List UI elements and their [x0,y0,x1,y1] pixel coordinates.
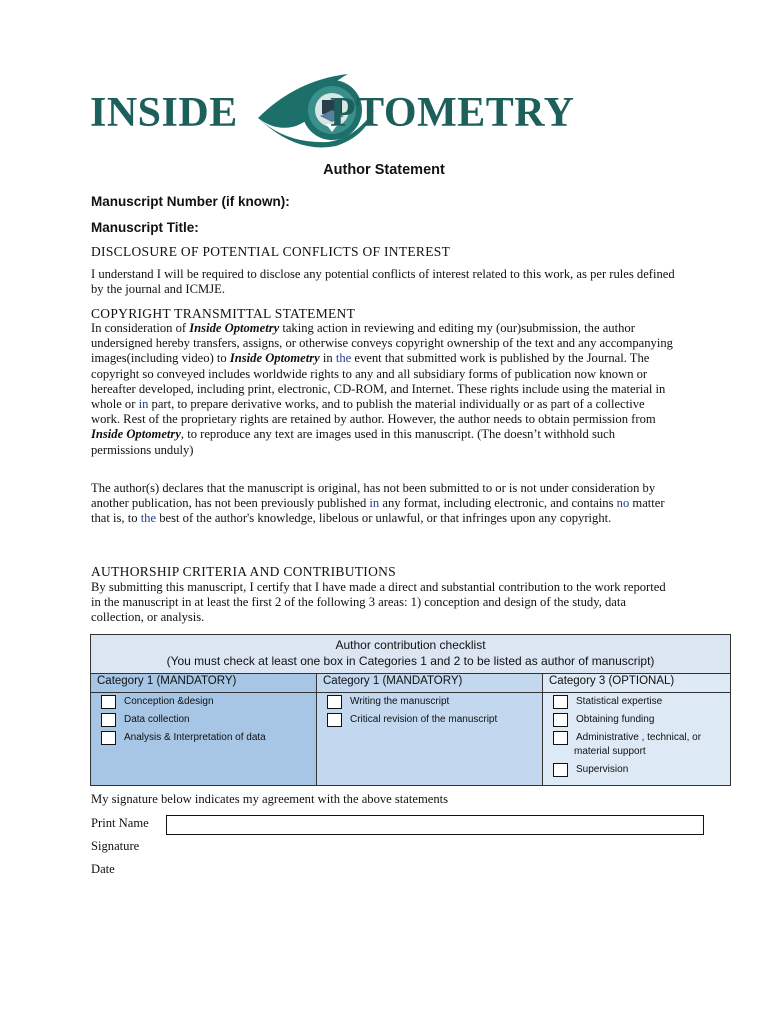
checklist-header [91,635,731,674]
date-label: Date [91,862,115,876]
disclosure-heading: DISCLOSURE OF POTENTIAL CONFLICTS OF INTEREST [91,244,451,259]
checklist-title: Author contribution checklist [335,638,486,652]
checkbox[interactable] [553,713,568,727]
checklist-item[interactable]: Administrative , technical, or [553,731,730,745]
checklist-item-continued: material support [574,746,646,757]
category-3-header: Category 3 (OPTIONAL) [543,674,731,693]
checklist-item[interactable]: Writing the manuscript [327,695,542,709]
checklist-subtitle: (You must check at least one box in Categories 1 and 2 to be listed as author of manuscript) [166,654,655,668]
checkbox[interactable] [327,695,342,709]
category-3-items [543,693,731,786]
category-1-items [91,693,317,786]
checkbox[interactable] [101,713,116,727]
agreement-statement: My signature below indicates my agreement with the above statements [91,792,449,806]
checkbox[interactable] [327,713,342,727]
checklist-item[interactable]: Conception &design [101,695,316,709]
checkbox[interactable] [553,763,568,777]
checklist-item[interactable]: Supervision [553,763,730,777]
checkbox[interactable] [101,731,116,745]
journal-name: Inside Optometry [91,427,181,442]
copyright-heading: COPYRIGHT TRANSMITTAL STATEMENT [91,306,356,321]
checklist-item[interactable]: Analysis & Interpretation of data [101,731,316,745]
checklist-item[interactable]: Statistical expertise [553,695,730,709]
inside-optometry-logo [88,70,648,152]
copyright-paragraph-1: In consideration of Inside Optometry taking action in reviewing and editing my (our)submission, the author undersigned hereby transfers, assigns, or otherwise conveys copyright ownership of the text and any accompanying images(including video) to Inside Optometry in the event that submitted work is published by the Journal. The copyright so conveyed includes worldwide rights to any and all subsidiary forms of publication now known or hereafter developed, including print, electronic, CD-ROM, and Internet. These rights include using the material in whole or in part, to prepare derivative works, and to publish the material individually or as part of a collective work. Rest of the proprietary rights are retained by author. However, the author needs to obtain permission from Inside Optometry, to reproduce any text are images used in this manuscript. (The doesn’t withhold such permissions unduly) [91,321,673,457]
logo-text-inside: INSIDE [90,90,238,136]
category-2-items [317,693,543,786]
print-name-input[interactable] [166,815,704,835]
page-title: Author Statement [323,162,445,178]
disclosure-text: I understand I will be required to disclose any potential conflicts of interest related to this work, as per rules defined by the journal and ICMJE. [91,267,675,297]
journal-name: Inside Optometry [189,321,280,335]
checklist-item[interactable]: Critical revision of the manuscript [327,713,542,727]
checkbox[interactable] [101,695,116,709]
manuscript-title-label: Manuscript Title: [91,220,199,235]
journal-name: Inside Optometry [229,351,320,366]
checkbox[interactable] [553,695,568,709]
author-contribution-checklist [90,634,731,786]
manuscript-number-label: Manuscript Number (if known): [91,194,290,209]
logo-text-ptometry: PTOMETRY [330,90,575,136]
category-1-header: Category 1 (MANDATORY) [91,674,317,693]
print-name-label: Print Name [91,816,149,830]
copyright-paragraph-2: The author(s) declares that the manuscript is original, has not been submitted to or is not under consideration by another publication, has not been previously published in any format, including electronic, and contains no matter that is, to the best of the author's knowledge, libelous or unlawful, or that infringes upon any copyright. [91,481,665,526]
signature-label: Signature [91,839,140,853]
checklist-item[interactable]: Data collection [101,713,316,727]
authorship-text: By submitting this manuscript, I certify that I have made a direct and substantial contribution to the work reported in the manuscript in at least the first 2 of the following 3 areas: 1) conception and design of the study, data collection, or analysis. [91,580,666,625]
checkbox[interactable] [553,731,568,745]
checklist-item[interactable]: Obtaining funding [553,713,730,727]
category-2-header: Category 1 (MANDATORY) [317,674,543,693]
authorship-heading: AUTHORSHIP CRITERIA AND CONTRIBUTIONS [91,564,396,579]
